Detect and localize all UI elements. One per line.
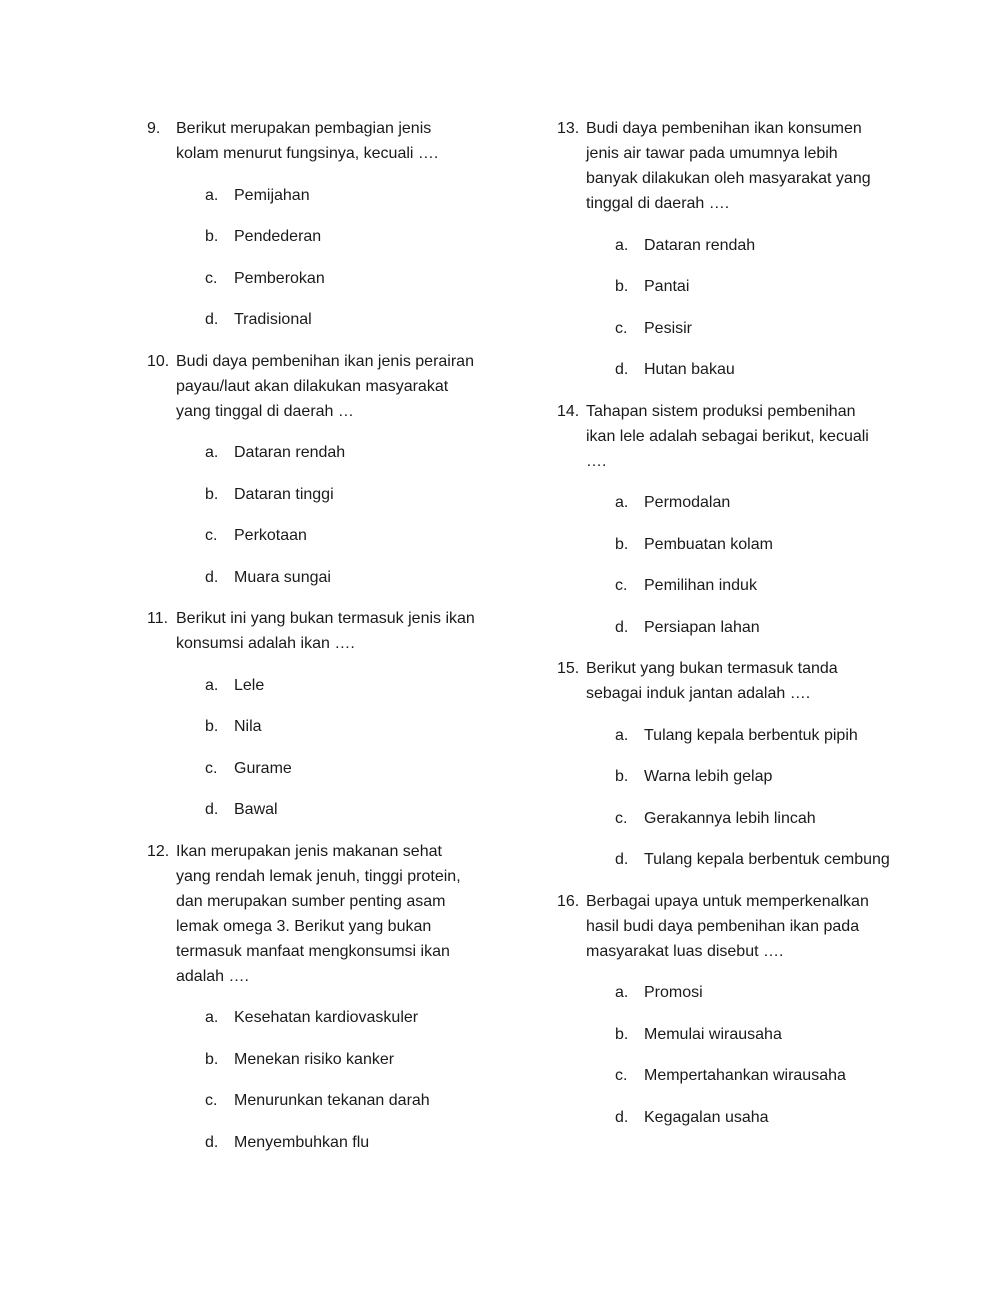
question-text: Berikut yang bukan termasuk tanda sebagai induk jantan adalah …. [586, 660, 838, 702]
option-text: Dataran tinggi [234, 485, 334, 503]
option-letter: b. [615, 278, 629, 295]
question-stem [147, 116, 492, 166]
answer-option[interactable] [147, 1088, 492, 1113]
answer-option[interactable] [557, 532, 902, 557]
option-letter: c. [615, 809, 628, 827]
answer-option[interactable] [557, 274, 902, 299]
option-letter: c. [615, 319, 628, 337]
answer-option[interactable] [147, 183, 492, 208]
answer-option[interactable] [147, 1005, 492, 1030]
question-number: 10. [147, 352, 170, 370]
question [147, 839, 492, 1155]
option-text: Kesehatan kardiovaskuler [234, 1009, 419, 1026]
question-stem [557, 399, 902, 474]
option-letter: b. [205, 228, 219, 245]
option-text: Pesisir [644, 319, 693, 337]
question-text: Budi daya pembenihan ikan jenis perairan payau/laut akan dilakukan masyarakat yang tinggal di daerah … [176, 352, 474, 420]
answer-options [557, 233, 902, 383]
answer-options [147, 183, 492, 333]
option-text: Warna lebih gelap [644, 768, 773, 785]
question-text: Tahapan sistem produksi pembenihan ikan lele adalah sebagai berikut, kecuali …. [586, 402, 869, 470]
option-letter: d. [205, 1133, 219, 1151]
answer-option[interactable] [147, 1047, 492, 1072]
option-letter: c. [615, 1067, 628, 1084]
question [557, 399, 902, 640]
option-text: Memulai wirausaha [644, 1025, 782, 1043]
question-text: Berikut merupakan pembagian jenis kolam menurut fungsinya, kecuali …. [176, 120, 439, 162]
answer-option[interactable] [557, 357, 902, 382]
option-letter: b. [205, 485, 219, 503]
answer-option[interactable] [557, 764, 902, 789]
question-number: 9. [147, 120, 161, 137]
option-text: Tradisional [234, 311, 312, 328]
option-letter: a. [615, 494, 629, 511]
question-text: Ikan merupakan jenis makanan sehat yang rendah lemak jenuh, tinggi protein, dan merupakan sumber penting asam lemak omega 3. Berikut yang bukan termasuk manfaat mengkonsumsi ikan adalah …. [176, 842, 461, 985]
option-letter: d. [205, 311, 219, 328]
question [557, 889, 902, 1130]
option-letter: c. [205, 527, 218, 544]
option-text: Gerakannya lebih lincah [644, 809, 816, 827]
answer-options [147, 1005, 492, 1155]
answer-options [557, 723, 902, 873]
answer-options [557, 980, 902, 1130]
answer-option[interactable] [147, 523, 492, 548]
option-letter: b. [615, 1025, 629, 1043]
answer-option[interactable] [557, 980, 902, 1005]
option-letter: a. [615, 726, 629, 744]
option-letter: d. [615, 618, 629, 636]
answer-option[interactable] [147, 266, 492, 291]
question-number: 13. [557, 120, 580, 137]
option-text: Muara sungai [234, 568, 331, 586]
answer-option[interactable] [557, 1063, 902, 1088]
question-stem [147, 606, 492, 656]
question-stem [557, 656, 902, 706]
answer-option[interactable] [557, 1022, 902, 1047]
option-text: Tulang kepala berbentuk pipih [644, 726, 858, 744]
option-letter: d. [205, 568, 219, 586]
option-text: Dataran rendah [644, 236, 756, 254]
answer-options [147, 673, 492, 823]
answer-option[interactable] [147, 797, 492, 822]
option-letter: c. [615, 577, 628, 594]
question-text: Budi daya pembenihan ikan konsumen jenis air tawar pada umumnya lebih banyak dilakukan oleh masyarakat yang tinggal di daerah …. [586, 120, 871, 212]
option-text: Lele [234, 676, 265, 694]
answer-options [557, 490, 902, 640]
question-number: 15. [557, 660, 580, 677]
option-letter: a. [205, 676, 219, 694]
option-text: Menurunkan tekanan darah [234, 1092, 430, 1109]
option-text: Mempertahankan wirausaha [644, 1067, 846, 1084]
option-letter: c. [205, 1092, 218, 1109]
question [557, 656, 902, 872]
option-text: Pantai [644, 278, 690, 295]
answer-option[interactable] [557, 316, 902, 341]
answer-option[interactable] [147, 440, 492, 465]
option-letter: a. [615, 236, 629, 254]
option-text: Pemilihan induk [644, 577, 757, 594]
answer-option[interactable] [147, 1130, 492, 1155]
answer-option[interactable] [557, 723, 902, 748]
answer-option[interactable] [557, 615, 902, 640]
option-letter: c. [205, 759, 218, 777]
option-text: Permodalan [644, 494, 731, 511]
question-text: Berikut ini yang bukan termasuk jenis ikan konsumsi adalah ikan …. [176, 610, 475, 652]
answer-option[interactable] [147, 307, 492, 332]
question [147, 349, 492, 590]
option-letter: d. [615, 851, 629, 868]
option-letter: a. [205, 1009, 219, 1026]
question-stem [557, 116, 902, 216]
question [557, 116, 902, 382]
question-stem [147, 349, 492, 424]
option-letter: b. [205, 1050, 219, 1068]
option-text: Pemberokan [234, 269, 325, 287]
option-text: Pendederan [234, 228, 322, 245]
option-letter: a. [205, 186, 219, 204]
question [147, 606, 492, 822]
option-text: Nila [234, 718, 262, 735]
answer-option[interactable] [147, 714, 492, 739]
option-letter: b. [615, 535, 629, 553]
question-number: 16. [557, 892, 580, 910]
answer-option[interactable] [557, 233, 902, 258]
option-text: Gurame [234, 759, 292, 777]
answer-option[interactable] [557, 1105, 902, 1130]
answer-option[interactable] [147, 565, 492, 590]
option-letter: b. [615, 768, 629, 785]
answer-option[interactable] [557, 490, 902, 515]
question-stem [557, 889, 902, 964]
question-stem [147, 839, 492, 989]
option-letter: a. [615, 984, 629, 1001]
option-text: Dataran rendah [234, 444, 346, 461]
option-text: Perkotaan [234, 527, 307, 544]
option-letter: d. [615, 1108, 629, 1126]
left-column [147, 116, 492, 1171]
answer-options [147, 440, 492, 590]
option-letter: b. [205, 718, 219, 735]
answer-option[interactable] [147, 673, 492, 698]
question-number: 11. [147, 610, 169, 627]
question-text: Berbagai upaya untuk memperkenalkan hasil budi daya pembenihan ikan pada masyarakat luas disebut …. [586, 892, 869, 960]
option-text: Menekan risiko kanker [234, 1050, 395, 1068]
answer-option[interactable] [557, 806, 902, 831]
option-text: Menyembuhkan flu [234, 1133, 370, 1151]
option-text: Promosi [644, 984, 703, 1001]
answer-option[interactable] [557, 847, 902, 872]
option-text: Kegagalan usaha [644, 1108, 769, 1126]
option-letter: c. [205, 269, 218, 287]
question-number: 12. [147, 842, 170, 860]
answer-option[interactable] [147, 482, 492, 507]
right-column [557, 116, 902, 1146]
option-letter: d. [615, 361, 629, 378]
option-text: Bawal [234, 801, 278, 818]
option-letter: a. [205, 444, 219, 461]
option-text: Tulang kepala berbentuk cembung [644, 851, 890, 868]
option-text: Persiapan lahan [644, 618, 760, 636]
question [147, 116, 492, 332]
option-text: Pembuatan kolam [644, 535, 773, 553]
question-number: 14. [557, 402, 580, 420]
answer-option[interactable] [147, 756, 492, 781]
answer-option[interactable] [557, 573, 902, 598]
option-letter: d. [205, 801, 219, 818]
answer-option[interactable] [147, 224, 492, 249]
option-text: Hutan bakau [644, 361, 735, 378]
option-text: Pemijahan [234, 186, 310, 204]
